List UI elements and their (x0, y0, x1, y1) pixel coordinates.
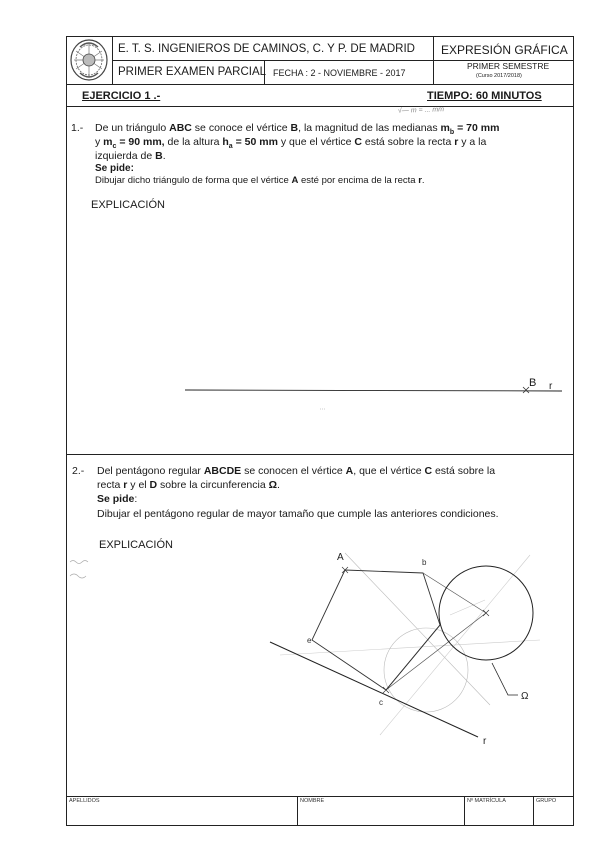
vertex-c-label: c (379, 698, 383, 707)
problem1-line2: y $m_c = 90$ mm, de la altura $h_a = 50$ mm y que el vértice C está sobre la recta r y a la (95, 136, 487, 151)
footer-nombre: NOMBRE (300, 798, 325, 804)
subject-divider (433, 36, 434, 84)
problem1-explicacion: EXPLICACIÓN (91, 199, 165, 211)
semester: PRIMER SEMESTRE (467, 61, 550, 71)
problem1-number: 1.- (71, 122, 84, 134)
footer-line (66, 796, 574, 797)
circle-center-mark (483, 610, 489, 616)
problem1-task: Dibujar dicho triángulo de forma que el vértice A esté por encima de la recta r. (95, 175, 425, 186)
problem1-line1: De un triángulo ABC se conoce el vértice B, la magnitud de las medianas $m_b = 70$ mm (95, 122, 500, 137)
pentagon-outline (312, 570, 440, 690)
vertex-a-label: A (337, 552, 344, 563)
footer-matricula: Nº MATRÍCULA (467, 798, 506, 804)
exam-date: FECHA : 2 - NOVIEMBRE - 2017 (273, 68, 406, 78)
problem2-explicacion: EXPLICACIÓN (99, 539, 173, 551)
footer-divider-3 (533, 796, 534, 826)
label-b: B (529, 377, 537, 389)
problem1-se-pide: Se pide: (95, 163, 134, 174)
problem2-se-pide: Se pide: (97, 493, 138, 505)
pentagon-diagonal (386, 613, 486, 690)
exercise-title: EJERCICIO 1 .- (82, 90, 161, 102)
subject-title: EXPRESIÓN GRÁFICA (441, 43, 568, 57)
handwritten-note: √— m = ... mm (397, 106, 445, 115)
header-bottom-line (66, 84, 574, 85)
construction-line (380, 555, 530, 735)
problem1-line3: izquierda de B. (95, 150, 166, 162)
problem1-drawing (180, 375, 570, 420)
line-r2 (270, 642, 478, 737)
school-name: E. T. S. INGENIEROS DE CAMINOS, C. Y P. DE MADRID (118, 43, 415, 55)
problem2-line2: recta r y el D sobre la circunferencia Ω. (97, 479, 280, 491)
footer-grupo: GRUPO (536, 798, 557, 804)
line-r (185, 390, 562, 391)
problem2-task: Dibujar el pentágono regular de mayor tamaño que cumple las anteriores condiciones. (97, 508, 499, 520)
footer-divider-1 (297, 796, 298, 826)
pentagon-side (386, 625, 440, 690)
construction-line (450, 600, 485, 615)
line-r2-label: r (483, 736, 487, 747)
problem2-line1: Del pentágono regular ABCDE se conocen el vértice A, que el vértice C está sobre la (97, 465, 496, 477)
construction-line (280, 640, 540, 655)
logo-divider (112, 36, 113, 84)
pentagon-diagonal (423, 573, 486, 613)
vertex-e-label: e (307, 636, 312, 645)
exam-name: PRIMER EXAMEN PARCIAL (118, 66, 267, 78)
vertex-c-mark (383, 687, 389, 693)
omega-leader (492, 663, 518, 695)
problem2-number: 2.- (72, 465, 85, 477)
vertex-b-label: b (422, 558, 427, 567)
footer-divider-2 (464, 796, 465, 826)
pentagon-construction (240, 545, 560, 750)
footer-apellidos: APELLIDOS (69, 798, 100, 804)
margin-scribble (68, 556, 98, 586)
course-year: (Curso 2017/2018) (476, 73, 522, 79)
omega-label: Ω (521, 691, 529, 702)
problem-divider (66, 454, 574, 455)
title-row-line (66, 106, 574, 107)
label-r: r (549, 381, 553, 392)
time-limit: TIEMPO: 60 MINUTOS (427, 90, 542, 102)
school-seal-logo (68, 37, 110, 83)
